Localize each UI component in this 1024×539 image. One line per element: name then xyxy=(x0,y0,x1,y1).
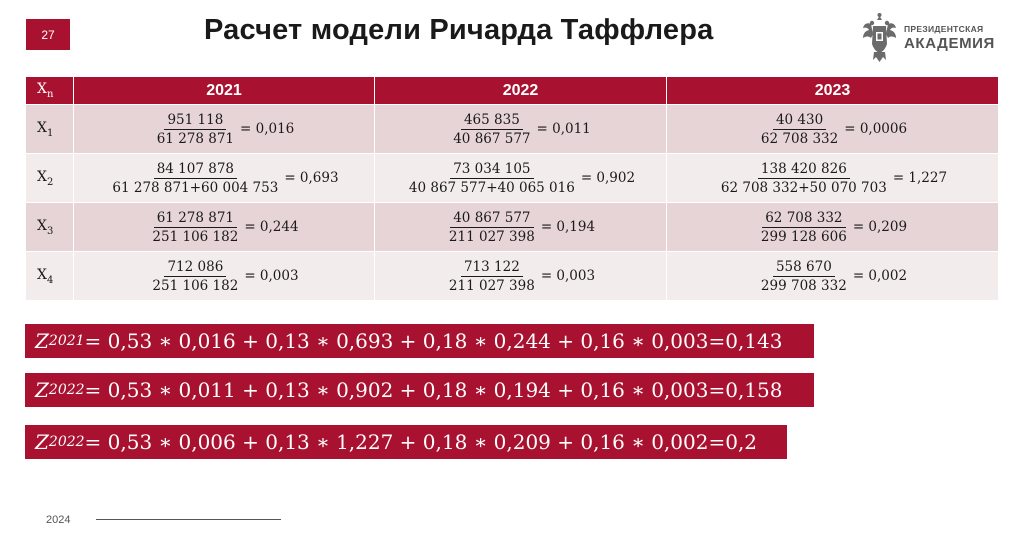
formula-cell xyxy=(667,252,999,301)
denominator: 62 708 332 xyxy=(760,130,839,147)
numerator: 138 420 826 xyxy=(758,161,850,179)
denominator: 40 867 577 xyxy=(453,130,531,147)
z-formula-2023: Z 2022 = 0,53 ∗ 0,006 + 0,13 ∗ 1,227 + 0,18 ∗ 0,209 + 0,16 ∗ 0,002=0,2 xyxy=(25,425,787,459)
z-formula-2021: Z 2021 = 0,53 ∗ 0,016 + 0,13 ∗ 0,693 + 0,18 ∗ 0,244 + 0,16 ∗ 0,003=0,143 xyxy=(25,324,814,358)
numerator: 465 835 xyxy=(461,112,523,130)
numerator: 40 867 577 xyxy=(450,210,533,228)
table-row xyxy=(26,203,999,252)
denominator: 251 106 182 xyxy=(152,277,239,294)
logo xyxy=(861,12,995,64)
row-label-x4: $X_4$ xyxy=(26,252,74,301)
result: = 0,002 xyxy=(852,268,908,284)
denominator: 251 106 182 xyxy=(152,228,239,245)
numerator: 73 034 105 xyxy=(450,161,533,179)
numerator: 40 430 xyxy=(773,112,826,130)
formula-cell xyxy=(667,105,999,154)
numerator: 558 670 xyxy=(773,259,835,277)
header-year-2023: 2023 xyxy=(667,77,999,105)
result: = 0,0006 xyxy=(844,121,908,137)
formula-cell xyxy=(667,154,999,203)
denominator: 40 867 577+40 065 016 xyxy=(408,179,575,196)
formula-cell xyxy=(74,203,375,252)
footer-divider xyxy=(96,519,281,520)
numerator: 951 118 xyxy=(164,112,226,130)
taffler-calc-table xyxy=(25,76,999,301)
table-row xyxy=(26,105,999,154)
result: = 0,902 xyxy=(580,170,636,186)
numerator: 62 708 332 xyxy=(762,210,845,228)
result: = 1,227 xyxy=(892,170,948,186)
denominator: 299 128 606 xyxy=(760,228,847,245)
denominator: 299 708 332 xyxy=(760,277,847,294)
numerator: 61 278 871 xyxy=(154,210,237,228)
denominator: 211 027 398 xyxy=(448,228,535,245)
denominator: 61 278 871 xyxy=(156,130,235,147)
header-xn: $X_n$ xyxy=(26,77,74,105)
result: = 0,003 xyxy=(540,268,596,284)
result: = 0,693 xyxy=(284,170,339,186)
slide-number: 27 xyxy=(26,19,70,50)
denominator: 62 708 332+50 070 703 xyxy=(720,179,887,196)
formula-cell xyxy=(74,105,375,154)
header-year-2021: 2021 xyxy=(74,77,375,105)
page-title: Расчет модели Ричарда Таффлера xyxy=(204,14,714,46)
result: = 0,244 xyxy=(244,219,299,235)
double-headed-eagle-icon xyxy=(861,12,898,64)
table-row xyxy=(26,252,999,301)
table-row xyxy=(26,154,999,203)
numerator: 84 107 878 xyxy=(154,161,237,179)
table-header-row xyxy=(26,77,999,105)
denominator: 61 278 871+60 004 753 xyxy=(112,179,279,196)
logo-text-line2: АКАДЕМИЯ xyxy=(904,34,995,52)
row-label-x3: $X_3$ xyxy=(26,203,74,252)
result: = 0,194 xyxy=(540,219,596,235)
formula-cell xyxy=(375,154,667,203)
formula-cell xyxy=(375,203,667,252)
header-year-2022: 2022 xyxy=(375,77,667,105)
numerator: 713 122 xyxy=(461,259,523,277)
result: = 0,011 xyxy=(536,121,591,137)
z-formula-2022: Z 2022 = 0,53 ∗ 0,011 + 0,13 ∗ 0,902 + 0,18 ∗ 0,194 + 0,16 ∗ 0,003=0,158 xyxy=(25,373,814,407)
footer-year: 2024 xyxy=(46,514,71,526)
numerator: 712 086 xyxy=(164,259,226,277)
formula-cell xyxy=(74,252,375,301)
formula-cell xyxy=(375,252,667,301)
formula-cell xyxy=(375,105,667,154)
result: = 0,003 xyxy=(244,268,299,284)
denominator: 211 027 398 xyxy=(448,277,535,294)
logo-text-line1: ПРЕЗИДЕНТСКАЯ xyxy=(904,24,984,35)
formula-cell xyxy=(74,154,375,203)
result: = 0,016 xyxy=(240,121,295,137)
row-label-x2: $X_2$ xyxy=(26,154,74,203)
formula-cell xyxy=(667,203,999,252)
row-label-x1: $X_1$ xyxy=(26,105,74,154)
result: = 0,209 xyxy=(852,219,908,235)
